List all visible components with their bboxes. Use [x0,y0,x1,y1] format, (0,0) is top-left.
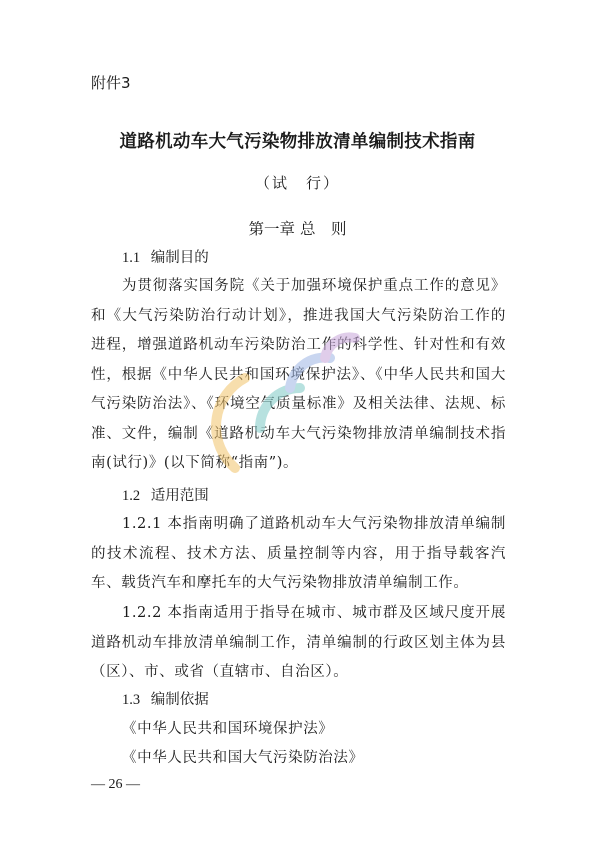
page-number: — 26 — [91,777,140,792]
watermark-arc [260,388,300,428]
watermark-arc [216,378,245,468]
section-number: 1.1 [122,250,141,266]
document-subtitle: （试 行） [254,174,340,192]
document-title: 道路机动车大气污染物排放清单编制技术指南 [119,132,476,152]
section-number: 1.3 [122,692,141,708]
chapter-title: 第一章 总 则 [248,220,347,238]
reference-item: 《中华人民共和国环境保护法》 [122,721,334,737]
annex-label: 附件3 [91,74,131,92]
reference-item: 《中华人民共和国大气污染防治法》 [122,750,364,766]
section-heading-text: 编制依据 [150,692,209,708]
section-heading-text: 编制目的 [150,250,209,266]
section-1-1-heading [122,246,209,267]
section-1-2-2-paragraph: 1.2.2 本指南适用于指导在城市、城市群及区域尺度开展道路机动车排放清单编制工作，清单编制的行政区划主体为县（区）、市、或省（直辖市、自治区）。 [91,605,506,680]
section-1-3-heading [122,688,209,709]
watermark-arc [325,337,355,358]
section-1-2-heading [122,484,209,505]
section-number: 1.2 [122,488,141,504]
section-heading-text: 适用范围 [150,488,209,504]
section-1-2-1-paragraph: 1.2.1 本指南明确了道路机动车大气污染物排放清单编制的技术流程、技术方法、质量控制等内容，用于指导载客汽车、载货汽车和摩托车的大气污染物排放清单编制工作。 [91,516,506,591]
watermark-logo-icon [205,318,375,488]
section-1-1-paragraph: 为贯彻落实国务院《关于加强环境保护重点工作的意见》和《大气污染防治行动计划》，推进我国大气污染防治工作的进程，增强道路机动车污染防治工作的科学性、针对性和有效性，根据《中华人民共和国环境保护法》、《中华人民共和国大气污染防治法》、《环境空气质量标准》及相关法律、法规、标准、文件，编制《道路机动车大气污染物排放清单编制技术指南(试行)》(以下简称“指南”)。 [91,278,506,471]
